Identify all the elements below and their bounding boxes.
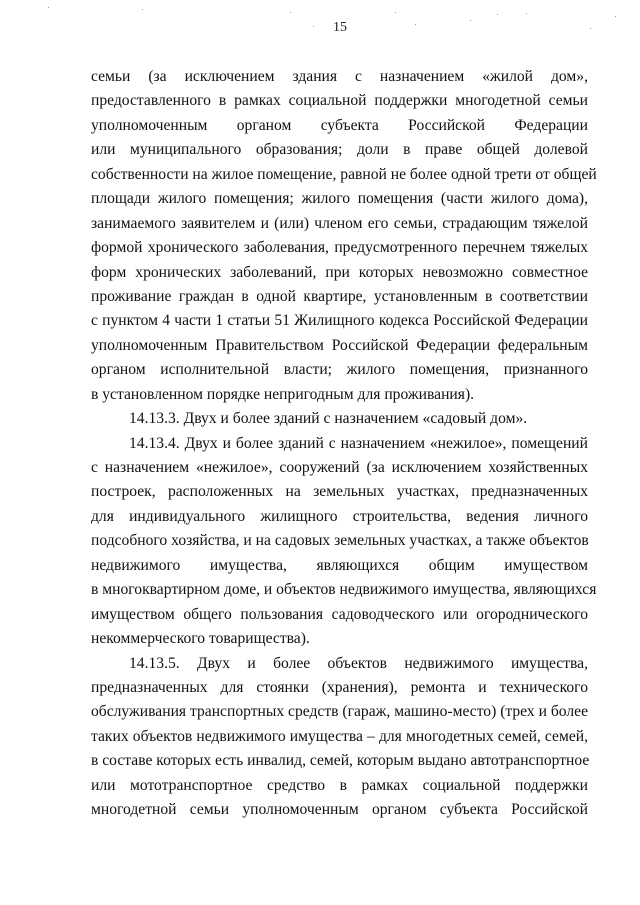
text-line: недвижимого имущества, являющихся общим имуществом xyxy=(91,556,588,574)
scan-speck xyxy=(615,16,616,17)
text-line: для индивидуального жилищного строительства, ведения личного xyxy=(91,507,588,525)
text-line: обслуживания транспортных средств (гараж, машино-место) (трех и более xyxy=(91,703,588,721)
text-line: таких объектов недвижимого имущества – для многодетных семей, семей, xyxy=(91,727,588,745)
scan-speck xyxy=(290,12,291,13)
text-line: или мототранспортное средство в рамках социальной поддержки xyxy=(91,776,588,794)
text-line: с назначением «нежилое», сооружений (за исключением хозяйственных xyxy=(91,459,588,476)
text-line: форм хронических заболеваний, при которых невозможно совместное xyxy=(91,263,588,281)
text-line: в многоквартирном доме, и объектов недвижимого имущества, являющихся xyxy=(91,581,597,599)
text-line: некоммерческого товарищества). xyxy=(91,630,310,648)
page-number: 15 xyxy=(333,20,347,35)
text-line: 14.13.4. Двух и более зданий с назначением «нежилое», помещений xyxy=(129,434,588,452)
text-line: с пунктом 4 части 1 статьи 51 Жилищного кодекса Российской Федерации xyxy=(91,312,588,330)
scan-speck xyxy=(415,24,416,25)
scan-speck xyxy=(313,26,314,27)
scan-speck xyxy=(526,13,527,14)
scan-speck xyxy=(497,14,498,15)
scan-speck xyxy=(590,28,591,29)
text-line: в составе которых есть инвалид, семей, которым выдано автотранспортное xyxy=(91,752,590,770)
text-line: 14.13.5. Двух и более объектов недвижимого имущества, xyxy=(129,654,588,672)
scan-speck xyxy=(48,7,49,8)
text-line: проживание граждан в одной квартире, установленным в соответствии xyxy=(91,287,588,305)
text-line: многодетной семьи уполномоченным органом субъекта Российской xyxy=(91,801,588,819)
text-line: уполномоченным Правительством Российской Федерации федеральным xyxy=(91,336,588,354)
text-line: площади жилого помещения; жилого помещения (части жилого дома), xyxy=(91,190,588,208)
text-line: подсобного хозяйства, и на садовых земельных участках, а также объектов xyxy=(91,532,589,550)
text-line: органом исполнительной власти; жилого помещения, признанного xyxy=(91,361,588,379)
scan-speck xyxy=(470,20,471,21)
text-line: формой хронического заболевания, предусмотренного перечнем тяжелых xyxy=(91,239,588,257)
scan-speck xyxy=(142,9,143,10)
scan-speck xyxy=(395,12,396,13)
text-line: построек, расположенных на земельных участках, предназначенных xyxy=(91,483,588,501)
text-line: 14.13.3. Двух и более зданий с назначением «садовый дом». xyxy=(129,410,528,428)
text-line: занимаемого заявителем и (или) членом его семьи, страдающим тяжелой xyxy=(91,214,588,232)
text-line: семьи (за исключением здания с назначением «жилой дом», xyxy=(91,68,588,85)
text-line: уполномоченным органом субъекта Российской Федерации xyxy=(91,116,588,134)
text-line: или муниципального образования; доли в праве общей долевой xyxy=(91,141,588,159)
text-line: имуществом общего пользования садоводческого или огороднического xyxy=(91,605,588,623)
text-line: предоставленного в рамках социальной поддержки многодетной семьи xyxy=(91,92,588,110)
text-line: в установленном порядке непригодным для проживания). xyxy=(91,385,475,403)
document-body xyxy=(91,65,597,823)
text-line: собственности на жилое помещение, равной не более одной трети от общей xyxy=(91,165,597,183)
text-line: предназначенных для стоянки (хранения), ремонта и технического xyxy=(91,678,588,696)
